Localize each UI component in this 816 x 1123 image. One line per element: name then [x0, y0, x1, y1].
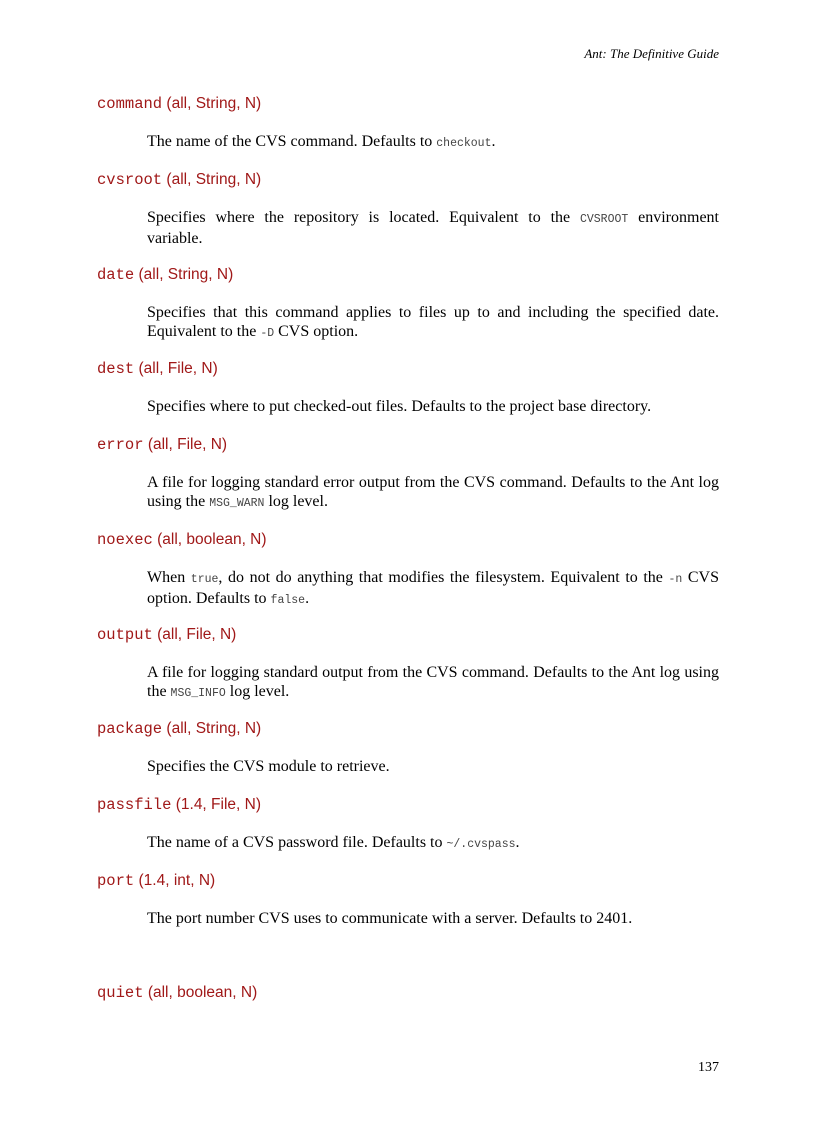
attribute-term	[97, 170, 719, 190]
attribute-name: package	[97, 720, 163, 738]
attribute-term	[97, 359, 719, 379]
attribute-spec: (all, String, N)	[162, 720, 262, 737]
attribute-name: command	[97, 95, 163, 113]
attribute-description: The port number CVS uses to communicate with a server. Defaults to 2401.	[147, 910, 633, 927]
attribute-name: dest	[97, 360, 135, 378]
attribute-entry-command	[97, 94, 719, 153]
attribute-spec: (all, String, N)	[162, 95, 262, 112]
attribute-entry-quiet	[97, 983, 719, 1003]
attribute-term	[97, 983, 719, 1003]
attribute-spec: (all, String, N)	[134, 266, 234, 283]
attribute-description: A file for logging standard error output from the CVS command. Defaults to the Ant log using the MSG_WARN log level.	[147, 474, 719, 510]
attribute-entry-port	[97, 871, 719, 928]
attribute-description: The name of a CVS password file. Defaults to ~/.cvspass.	[147, 834, 520, 851]
attribute-entry-passfile	[97, 795, 719, 854]
page-number: 137	[698, 1060, 719, 1075]
attribute-entry-noexec	[97, 530, 719, 610]
running-header: Ant: The Definitive Guide	[584, 46, 719, 61]
inline-code: false	[270, 594, 306, 607]
attribute-description: Specifies that this command applies to files up to and including the specified date. Equivalent to the -D CVS option.	[147, 304, 719, 340]
attribute-spec: (all, File, N)	[143, 436, 228, 453]
attribute-description: Specifies where the repository is located. Equivalent to the CVSROOT environment variable.	[147, 209, 719, 247]
attribute-entry-date	[97, 265, 719, 343]
attribute-entry-error	[97, 435, 719, 513]
attribute-name: date	[97, 266, 135, 284]
attribute-spec: (all, File, N)	[152, 626, 237, 643]
attribute-name: cvsroot	[97, 171, 163, 189]
attribute-name: port	[97, 872, 135, 890]
inline-code: ~/.cvspass	[446, 838, 516, 851]
attribute-term	[97, 795, 719, 815]
inline-code: CVSROOT	[579, 213, 629, 226]
attribute-term	[97, 871, 719, 891]
inline-code: -n	[668, 573, 683, 586]
attribute-name: passfile	[97, 796, 172, 814]
attribute-spec: (1.4, File, N)	[171, 796, 261, 813]
attribute-term	[97, 625, 719, 645]
attribute-spec: (all, boolean, N)	[143, 984, 258, 1001]
attribute-term	[97, 530, 719, 550]
attribute-term	[97, 94, 719, 114]
attribute-name: quiet	[97, 984, 144, 1002]
attribute-name: error	[97, 436, 144, 454]
attribute-description: The name of the CVS command. Defaults to checkout.	[147, 133, 496, 150]
inline-code: MSG_WARN	[209, 497, 265, 510]
attribute-description: Specifies where to put checked-out files. Defaults to the project base directory.	[147, 398, 652, 415]
attribute-term	[97, 435, 719, 455]
attribute-term	[97, 719, 719, 739]
inline-code: MSG_INFO	[170, 687, 226, 700]
attribute-entry-package	[97, 719, 719, 776]
inline-code: true	[190, 573, 219, 586]
inline-code: checkout	[436, 137, 492, 150]
attribute-entry-dest	[97, 359, 719, 416]
attribute-spec: (1.4, int, N)	[134, 872, 216, 889]
inline-code: -D	[260, 327, 275, 340]
attribute-spec: (all, boolean, N)	[152, 531, 267, 548]
attribute-spec: (all, String, N)	[162, 171, 262, 188]
attribute-entry-output	[97, 625, 719, 703]
attribute-term	[97, 265, 719, 285]
attribute-name: output	[97, 626, 153, 644]
attribute-description: When true, do not do anything that modifies the filesystem. Equivalent to the -n CVS option. Defaults to false.	[147, 569, 720, 607]
attribute-description: Specifies the CVS module to retrieve.	[147, 758, 390, 775]
attribute-entry-cvsroot	[97, 170, 719, 248]
attribute-description: A file for logging standard output from the CVS command. Defaults to the Ant log using the MSG_INFO log level.	[147, 664, 719, 700]
attribute-name: noexec	[97, 531, 153, 549]
attribute-spec: (all, File, N)	[134, 360, 218, 377]
